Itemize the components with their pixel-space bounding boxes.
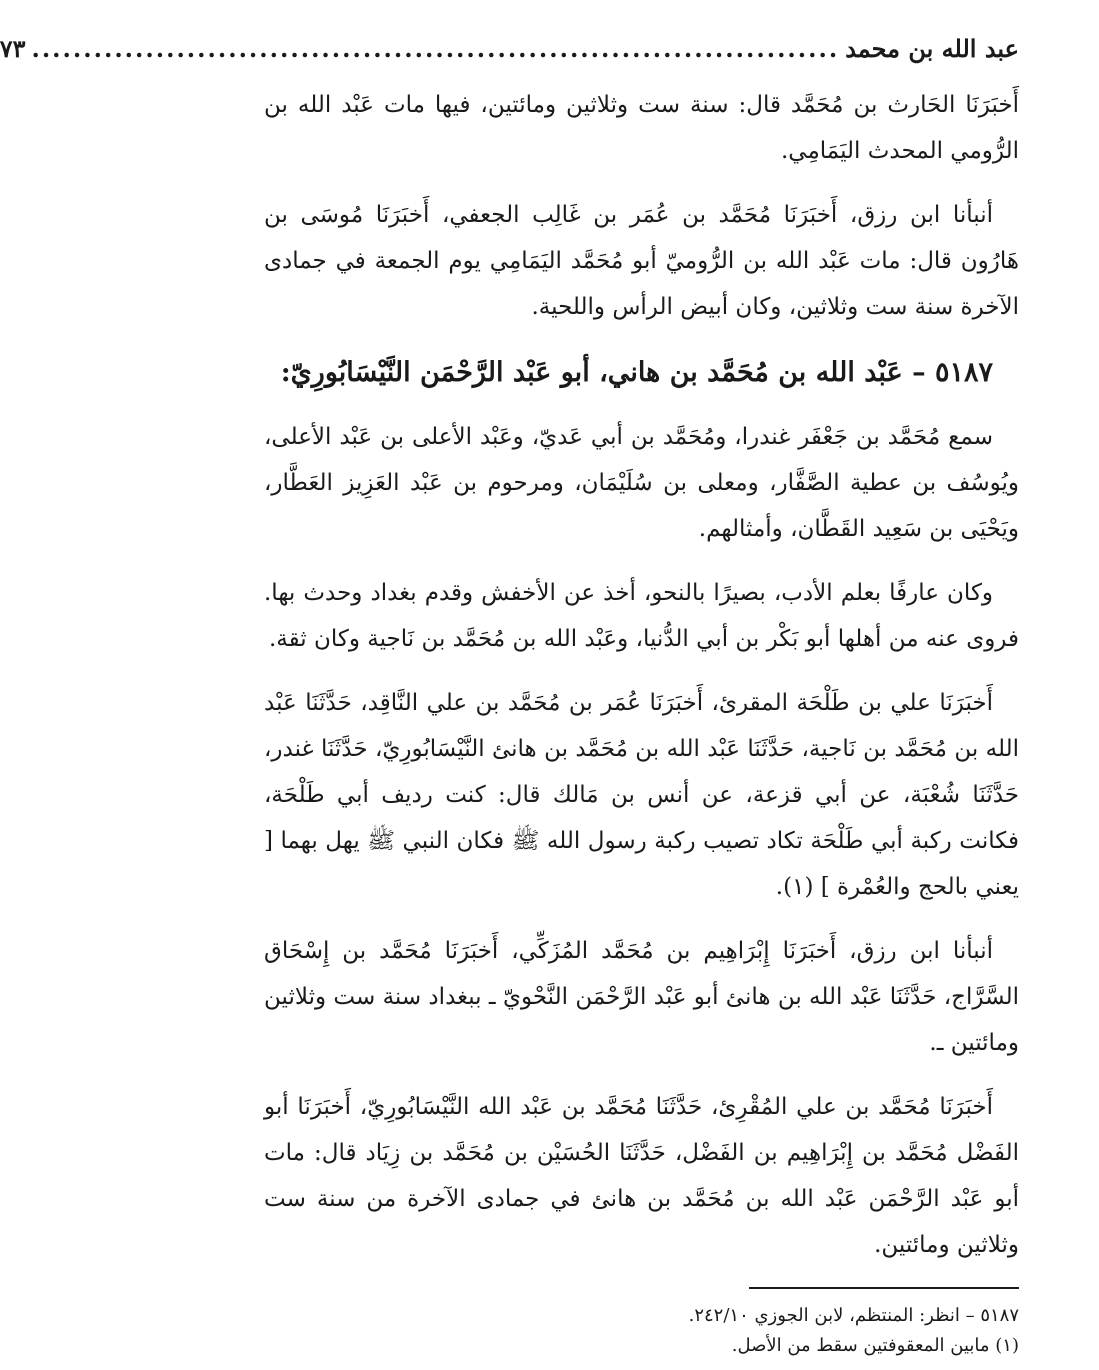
running-title: عبد الله بن محمد <box>845 34 1019 63</box>
paragraph-2: أنبأنا ابن رزق، أَخبَرَنَا مُحَمَّد بن عُمَر بن غَالِب الجعفي، أَخبَرَنَا مُوسَى بن هَارُون قال: مات عَبْد الله بن الرُّوميّ أبو مُحَمَّد اليَمَامِي يوم الجمعة في جمادى الآخرة سنة ست وثلاثين، وكان أبيض الرأس واللحية. <box>264 202 1019 320</box>
paragraph-7: أَخبَرَنَا مُحَمَّد بن علي المُقْرِئ، حَدَّثَنَا مُحَمَّد بن عَبْد الله النَّيْسَابُورِيّ، أَخبَرَنَا أبو الفَضْل مُحَمَّد بن إِبْرَاهِيم بن الفَضْل، حَدَّثَنَا الحُسَيْن بن مُحَمَّد بن زِيَاد قال: مات أبو عَبْد الرَّحْمَن عَبْد الله بن مُحَمَّد بن هانئ في جمادى الآخرة من سنة ست وثلاثين ومائتين. <box>264 1094 1019 1258</box>
footnotes <box>264 1287 1019 1361</box>
paragraph-3: سمع مُحَمَّد بن جَعْفَر غندرا، ومُحَمَّد بن أبي عَديّ، وعَبْد الأعلى بن عَبْد الأعلى، ويُوسُف بن عطية الصَّفَّار، ومعلى بن سُلَيْمَان، ومرحوم بن عَبْد العَزِيز العَطَّار، ويَحْيَى بن سَعِيد القَطَّان، وأمثالهم. <box>264 424 1019 542</box>
paragraph-4: وكان عارفًا بعلم الأدب، بصيرًا بالنحو، أخذ عن الأخفش وقدم بغداد وحدث بها. فروى عنه من أهلها أبو بَكْر بن أبي الدُّنيا، وعَبْد الله بن مُحَمَّد بن نَاجية وكان ثقة. <box>264 580 1019 652</box>
running-header <box>0 34 1019 82</box>
footnote-1: ٥١٨٧ – انظر: المنتظم، لابن الجوزي ٢٤٢/١٠. <box>688 1305 1019 1326</box>
page-number: ٧٣ <box>0 34 26 63</box>
paragraph-6: أنبأنا ابن رزق، أَخبَرَنَا إِبْرَاهِيم بن مُحَمَّد المُزَكِّي، أَخبَرَنَا مُحَمَّد بن إِسْحَاق السَّرَّاج، حَدَّثَنَا عَبْد الله بن هانئ أبو عَبْد الرَّحْمَن النَّحْويّ ـ ببغداد سنة ست وثلاثين ومائتين ـ. <box>264 938 1019 1056</box>
paragraph-1: أَخبَرَنَا الحَارث بن مُحَمَّد قال: سنة ست وثلاثين ومائتين، فيها مات عَبْد الله بن الرُّومي المحدث اليَمَامِي. <box>264 92 1019 164</box>
footnote-divider <box>749 1287 1019 1289</box>
entry-heading: ٥١٨٧ – عَبْد الله بن مُحَمَّد بن هاني، أبو عَبْد الرَّحْمَن النَّيْسَابُورِيّ: <box>280 357 993 388</box>
leader-dots: .............................................................................. <box>31 34 840 63</box>
footnote-2: (١) مابين المعقوفتين سقط من الأصل. <box>731 1335 1019 1356</box>
paragraph-5: أَخبَرَنَا علي بن طَلْحَة المقرئ، أَخبَرَنَا عُمَر بن مُحَمَّد بن علي النَّاقِد، حَدَّثَنَا عَبْد الله بن مُحَمَّد بن نَاجية، حَدَّثَنَا عَبْد الله بن مُحَمَّد بن هانئ النَّيْسَابُورِيّ، حَدَّثَنَا غندر، حَدَّثَنَا شُعْبَة، عن أبي قزعة، عن أنس بن مَالك قال: كنت رديف أبي طَلْحَة، فكانت ركبة أبي طَلْحَة تكاد تصيب ركبة رسول الله ﷺ فكان النبي ﷺ يهل بهما [ يعني بالحج والعُمْرة ] (١). <box>264 690 1019 900</box>
book-page <box>0 34 1019 1356</box>
